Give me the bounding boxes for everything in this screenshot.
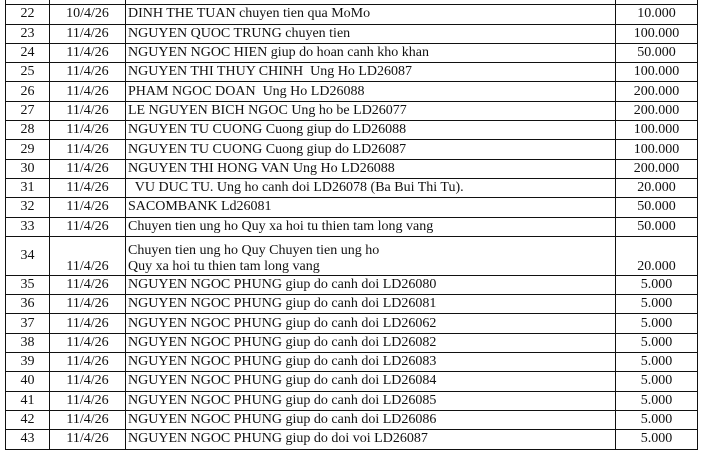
row-number: 36 bbox=[6, 295, 50, 314]
row-date: 11/4/26 bbox=[50, 101, 126, 120]
row-description: NGUYEN NGOC PHUNG giup do doi voi LD26087 bbox=[126, 430, 616, 449]
row-date: 11/4/26 bbox=[50, 63, 126, 82]
row-amount: 5.000 bbox=[616, 410, 698, 429]
row-number: 25 bbox=[6, 63, 50, 82]
row-amount: 50.000 bbox=[616, 217, 698, 236]
row-amount: 200.000 bbox=[616, 159, 698, 178]
table-row bbox=[6, 178, 698, 197]
table-row bbox=[6, 24, 698, 43]
row-description bbox=[126, 236, 616, 275]
row-date: 11/4/26 bbox=[50, 82, 126, 101]
table-row bbox=[6, 198, 698, 217]
description-line: Quy xa hoi tu thien tam long vang bbox=[128, 258, 320, 274]
row-amount: 100.000 bbox=[616, 121, 698, 140]
row-amount: 5.000 bbox=[616, 314, 698, 333]
table-row bbox=[6, 101, 698, 120]
row-date: 11/4/26 bbox=[50, 295, 126, 314]
row-number: 33 bbox=[6, 217, 50, 236]
row-description: NGUYEN NGOC PHUNG giup do canh doi LD26085 bbox=[126, 391, 616, 410]
table-row bbox=[6, 430, 698, 449]
row-date: 11/4/26 bbox=[50, 236, 126, 275]
table-row bbox=[6, 5, 698, 24]
row-number: 41 bbox=[6, 391, 50, 410]
row-number: 39 bbox=[6, 353, 50, 372]
row-description: SACOMBANK Ld26081 bbox=[126, 198, 616, 217]
row-amount: 200.000 bbox=[616, 101, 698, 120]
row-description: NGUYEN NGOC PHUNG giup do canh doi LD26086 bbox=[126, 410, 616, 429]
row-amount: 5.000 bbox=[616, 372, 698, 391]
table-row bbox=[6, 236, 698, 275]
row-amount: 100.000 bbox=[616, 140, 698, 159]
row-description: NGUYEN TU CUONG Cuong giup do LD26088 bbox=[126, 121, 616, 140]
row-number: 23 bbox=[6, 24, 50, 43]
row-number: 29 bbox=[6, 140, 50, 159]
row-description: NGUYEN THI HONG VAN Ung Ho LD26088 bbox=[126, 159, 616, 178]
table-row bbox=[6, 217, 698, 236]
row-amount: 20.000 bbox=[616, 178, 698, 197]
table-row bbox=[6, 410, 698, 429]
row-amount: 5.000 bbox=[616, 391, 698, 410]
row-number: 24 bbox=[6, 43, 50, 62]
table-row bbox=[6, 140, 698, 159]
table-row bbox=[6, 314, 698, 333]
row-number: 40 bbox=[6, 372, 50, 391]
row-description: PHAM NGOC DOAN Ung Ho LD26088 bbox=[126, 82, 616, 101]
row-number: 30 bbox=[6, 159, 50, 178]
row-description: NGUYEN NGOC PHUNG giup do canh doi LD26062 bbox=[126, 314, 616, 333]
table-row bbox=[6, 391, 698, 410]
row-description: NGUYEN NGOC PHUNG giup do canh doi LD26083 bbox=[126, 353, 616, 372]
row-amount: 5.000 bbox=[616, 275, 698, 294]
row-amount: 5.000 bbox=[616, 295, 698, 314]
row-date: 11/4/26 bbox=[50, 410, 126, 429]
row-date: 11/4/26 bbox=[50, 217, 126, 236]
row-date: 11/4/26 bbox=[50, 430, 126, 449]
row-number: 32 bbox=[6, 198, 50, 217]
row-description: NGUYEN THI THUY CHINH Ung Ho LD26087 bbox=[126, 63, 616, 82]
row-number: 38 bbox=[6, 333, 50, 352]
row-number: 31 bbox=[6, 178, 50, 197]
row-date: 11/4/26 bbox=[50, 314, 126, 333]
row-number: 43 bbox=[6, 430, 50, 449]
row-description: DINH THE TUAN chuyen tien qua MoMo bbox=[126, 5, 616, 24]
row-amount: 5.000 bbox=[616, 353, 698, 372]
table-row bbox=[6, 43, 698, 62]
table-row bbox=[6, 63, 698, 82]
table-row bbox=[6, 295, 698, 314]
row-date: 11/4/26 bbox=[50, 275, 126, 294]
row-number: 35 bbox=[6, 275, 50, 294]
row-date: 10/4/26 bbox=[50, 5, 126, 24]
row-number: 37 bbox=[6, 314, 50, 333]
table-row bbox=[6, 82, 698, 101]
row-description: NGUYEN QUOC TRUNG chuyen tien bbox=[126, 24, 616, 43]
description-line: Chuyen tien ung ho Quy Chuyen tien ung ho bbox=[128, 242, 380, 258]
row-date: 11/4/26 bbox=[50, 121, 126, 140]
row-amount: 100.000 bbox=[616, 24, 698, 43]
row-description: NGUYEN NGOC PHUNG giup do canh doi LD26082 bbox=[126, 333, 616, 352]
row-date: 11/4/26 bbox=[50, 333, 126, 352]
row-amount: 5.000 bbox=[616, 430, 698, 449]
row-amount: 200.000 bbox=[616, 82, 698, 101]
row-date: 11/4/26 bbox=[50, 353, 126, 372]
row-description: LE NGUYEN BICH NGOC Ung ho be LD26077 bbox=[126, 101, 616, 120]
row-description: NGUYEN NGOC PHUNG giup do canh doi LD26084 bbox=[126, 372, 616, 391]
row-description: NGUYEN NGOC PHUNG giup do canh doi LD26080 bbox=[126, 275, 616, 294]
table-row bbox=[6, 333, 698, 352]
row-number: 27 bbox=[6, 101, 50, 120]
donation-table bbox=[5, 0, 698, 450]
row-date: 11/4/26 bbox=[50, 391, 126, 410]
row-date: 11/4/26 bbox=[50, 178, 126, 197]
row-amount: 100.000 bbox=[616, 63, 698, 82]
table-row bbox=[6, 275, 698, 294]
row-description: VU DUC TU. Ung ho canh doi LD26078 (Ba Bui Thi Tu). bbox=[126, 178, 616, 197]
row-description: NGUYEN NGOC HIEN giup do hoan canh kho khan bbox=[126, 43, 616, 62]
row-date: 11/4/26 bbox=[50, 43, 126, 62]
row-amount: 5.000 bbox=[616, 333, 698, 352]
row-number: 26 bbox=[6, 82, 50, 101]
table-row bbox=[6, 159, 698, 178]
row-number: 28 bbox=[6, 121, 50, 140]
table-row bbox=[6, 121, 698, 140]
row-description: NGUYEN NGOC PHUNG giup do canh doi LD26081 bbox=[126, 295, 616, 314]
row-date: 11/4/26 bbox=[50, 198, 126, 217]
row-number: 34 bbox=[6, 236, 50, 275]
row-number: 42 bbox=[6, 410, 50, 429]
row-description: NGUYEN TU CUONG Cuong giup do LD26087 bbox=[126, 140, 616, 159]
row-amount: 20.000 bbox=[616, 236, 698, 275]
row-date: 11/4/26 bbox=[50, 372, 126, 391]
row-amount: 50.000 bbox=[616, 198, 698, 217]
row-date: 11/4/26 bbox=[50, 24, 126, 43]
row-amount: 10.000 bbox=[616, 5, 698, 24]
row-description: Chuyen tien ung ho Quy xa hoi tu thien tam long vang bbox=[126, 217, 616, 236]
table-row bbox=[6, 372, 698, 391]
row-date: 11/4/26 bbox=[50, 140, 126, 159]
row-number: 22 bbox=[6, 5, 50, 24]
table-row bbox=[6, 353, 698, 372]
row-amount: 50.000 bbox=[616, 43, 698, 62]
row-date: 11/4/26 bbox=[50, 159, 126, 178]
